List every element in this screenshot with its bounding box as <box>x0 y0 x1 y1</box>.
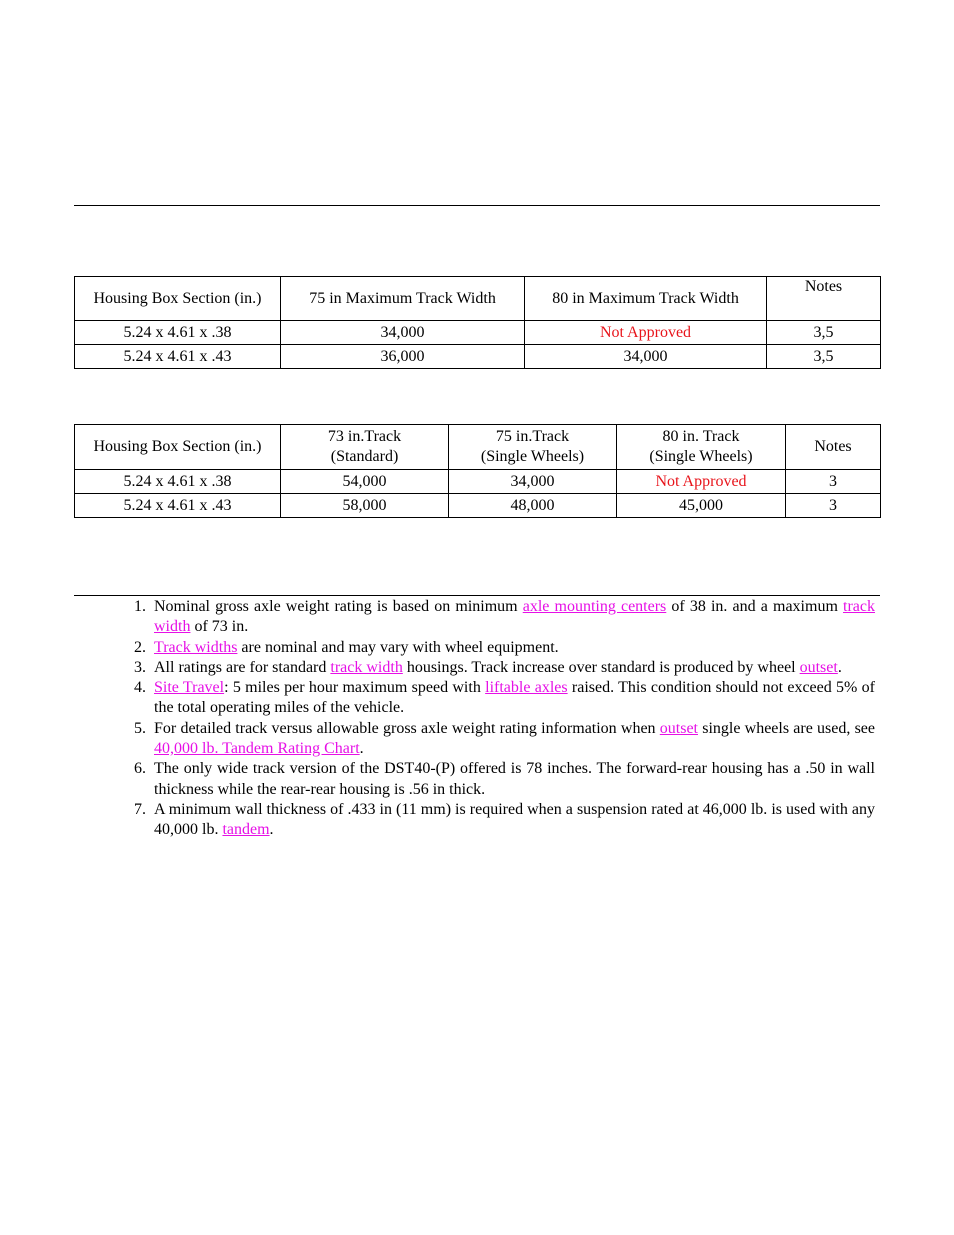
note-text: Nominal gross axle weight rating is based on minimum <box>154 598 523 615</box>
track-width-rating-table-2 <box>74 424 881 518</box>
header-notes: Notes <box>786 425 881 470</box>
cell-housing: 5.24 x 4.61 x .43 <box>75 345 281 369</box>
note-text: A minimum wall thickness of .433 in (11 mm) is required when a suspension rated at 46,000 lb. is used with any 40,000 lb. <box>154 800 875 839</box>
note-item <box>134 638 875 658</box>
note-text: of 73 in. <box>190 618 249 636</box>
glossary-link[interactable]: Site Travel <box>154 679 225 697</box>
cell-housing: 5.24 x 4.61 x .38 <box>75 470 281 494</box>
note-text: raised. This condition should not exceed 5% of the total operating miles of the vehicle. <box>154 679 876 717</box>
note-number: 3. <box>134 658 146 676</box>
header-80in-max-track-width: 80 in Maximum Track Width <box>525 277 767 321</box>
glossary-link[interactable]: Track widths <box>154 638 238 656</box>
table-header-row <box>75 277 881 321</box>
note-number: 2. <box>134 638 146 656</box>
notes-divider <box>74 595 880 596</box>
note-item <box>134 759 875 800</box>
cell-80in: 45,000 <box>617 494 786 518</box>
note-text: of 38 in. and a maximum <box>666 598 844 615</box>
note-text: . <box>359 740 364 758</box>
note-text: . <box>269 821 274 839</box>
cell-notes: 3,5 <box>767 345 881 369</box>
cell-75in: 34,000 <box>281 321 525 345</box>
glossary-link[interactable]: track width <box>330 658 403 676</box>
glossary-link[interactable]: axle mounting centers <box>522 598 667 615</box>
track-width-rating-table-1 <box>74 276 881 369</box>
header-housing-box-section: Housing Box Section (in.) <box>75 425 281 470</box>
header-housing-box-section: Housing Box Section (in.) <box>75 277 281 321</box>
note-item <box>134 597 875 638</box>
note-text: : 5 miles per hour maximum speed with <box>224 679 486 697</box>
glossary-link[interactable]: tandem <box>222 821 270 839</box>
note-number: 4. <box>134 679 146 697</box>
glossary-link[interactable]: outset <box>659 719 698 737</box>
cell-housing: 5.24 x 4.61 x .43 <box>75 494 281 518</box>
cell-80in-not-approved: Not Approved <box>525 321 767 345</box>
glossary-link[interactable]: 40,000 lb. Tandem Rating Chart <box>154 740 360 758</box>
glossary-link[interactable]: track width <box>154 598 875 636</box>
table-row <box>75 494 881 518</box>
header-75in-track: 75 in.Track (Single Wheels) <box>449 425 617 470</box>
cell-housing: 5.24 x 4.61 x .38 <box>75 321 281 345</box>
note-item <box>134 719 875 760</box>
header-73in-track: 73 in.Track (Standard) <box>281 425 449 470</box>
table-row <box>75 470 881 494</box>
cell-notes: 3 <box>786 494 881 518</box>
note-text: single wheels are used, see <box>698 719 876 737</box>
header-80in-track: 80 in. Track (Single Wheels) <box>617 425 786 470</box>
cell-75in: 48,000 <box>449 494 617 518</box>
cell-80in: 34,000 <box>525 345 767 369</box>
notes-list <box>134 597 875 841</box>
note-item <box>134 678 875 719</box>
note-text: All ratings are for standard <box>154 658 331 676</box>
cell-73in: 54,000 <box>281 470 449 494</box>
note-item <box>134 800 875 841</box>
table-header-row <box>75 425 881 470</box>
cell-notes: 3,5 <box>767 321 881 345</box>
note-text: . <box>837 658 842 676</box>
note-number: 7. <box>134 800 146 818</box>
cell-73in: 58,000 <box>281 494 449 518</box>
note-text: housings. Track increase over standard is produced by wheel <box>402 658 800 676</box>
cell-75in: 36,000 <box>281 345 525 369</box>
note-number: 5. <box>134 719 146 737</box>
note-number: 1. <box>134 598 146 615</box>
glossary-link[interactable]: outset <box>799 658 838 676</box>
note-number: 6. <box>134 760 146 778</box>
header-notes: Notes <box>767 277 881 321</box>
table-row <box>75 345 881 369</box>
note-text: For detailed track versus allowable gross axle weight rating information when <box>154 719 660 737</box>
cell-75in: 34,000 <box>449 470 617 494</box>
header-75in-max-track-width: 75 in Maximum Track Width <box>281 277 525 321</box>
note-text: are nominal and may vary with wheel equipment. <box>237 638 559 656</box>
cell-80in-not-approved: Not Approved <box>617 470 786 494</box>
note-item <box>134 658 875 678</box>
top-divider <box>74 205 880 206</box>
table-row <box>75 321 881 345</box>
cell-notes: 3 <box>786 470 881 494</box>
glossary-link[interactable]: liftable axles <box>485 679 568 697</box>
note-text: The only wide track version of the DST40-(P) offered is 78 inches. The forward-rear housing has a .50 in wall thickness while the rear-rear housing is .56 in thick. <box>154 760 875 798</box>
